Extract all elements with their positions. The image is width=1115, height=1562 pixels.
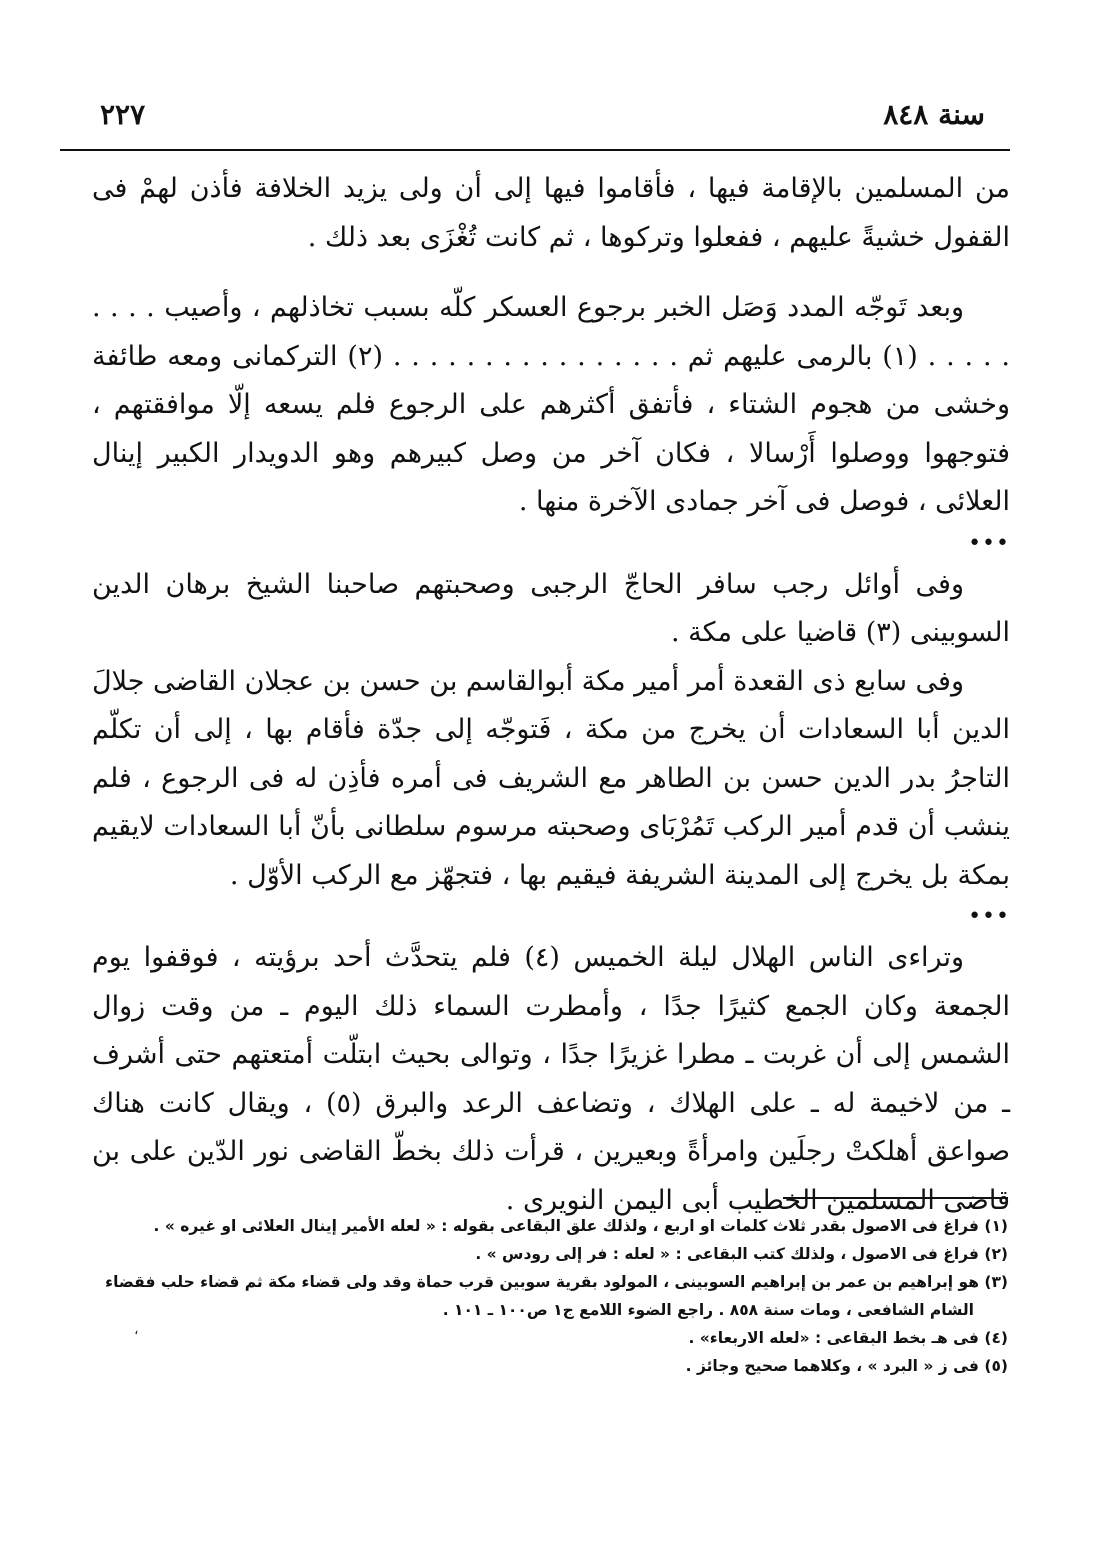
footnote-2: (٢) فراغ فى الاصول ، ولذلك كتب البقاعى : « لعله : فر إلى رودس » .	[475, 1245, 1008, 1263]
paragraph-4: وفى سابع ذى القعدة أمر أمير مكة أبوالقاسم بن حسن بن عجلان القاضى جلالَ الدين أبا السعادات أن يخرج من مكة ، فَتوجّه إلى جدّة فأقام بها ، إلى أن تكلّم التاجرُ بدر الدين حسن بن الطاهر مع الشريف فى أمره فأذِن له فى الرجوع ، فلم ينشب أن قدم أمير الركب تَمُرْبَاى وصحبته مرسوم سلطانى بأنّ أبا السعادات لايقيم بمكة بل يخرج إلى المدينة الشريفة فيقيم بها ، فتجهّز مع الركب الأوّل .	[92, 665, 1010, 891]
margin-mark: ،	[134, 1322, 139, 1338]
footnote-4: (٤) فى هـ بخط البقاعى : «لعله الاربعاء» .	[688, 1329, 1008, 1347]
paragraph-gap	[92, 262, 1010, 284]
page-number: ٢٢٧	[100, 98, 146, 131]
page-header	[60, 98, 1010, 148]
footnote-3: (٣) هو إبراهيم بن عمر بن إبراهيم السوبينى ، المولود بقرية سوبين قرب حماة وقد ولى قضاء مكة ثم قضاء حلب فقضاء	[105, 1273, 1008, 1291]
paragraph-5: وتراءى الناس الهلال ليلة الخميس (٤) فلم يتحدَّث أحد برؤيته ، فوقفوا يوم الجمعة وكان الجمع كثيرًا جدًا ، وأمطرت السماء ذلك اليوم ـ من وقت زوال الشمس إلى أن غربت ـ مطرا غزيرًا جدًا ، وتوالى بحيث ابتلّت أمتعتهم حتى أشرف ـ من لاخيمة له ـ على الهلاك ، وتضاعف الرعد والبرق (٥) ، ويقال كانت هناك صواعق أهلكتْ رجلَين وامرأةً وبعيرين ، قرأت ذلك بخطّ القاضى نور الدّين على بن قاضى المسلمين الخطيب أبى اليمن النويرى .	[92, 942, 1010, 1216]
footnote-5: (٥) فى ز « البرد » ، وكلاهما صحيح وجائز .	[685, 1357, 1008, 1375]
footnote-3-continued: الشام الشافعى ، ومات سنة ٨٥٨ . راجع الضوء اللامع ج١ ص١٠٠ ـ ١٠١ .	[442, 1301, 974, 1319]
running-title: سنة ٨٤٨	[883, 98, 985, 131]
footnotes	[100, 1212, 1008, 1380]
section-separator	[92, 529, 1010, 559]
paragraph-2: وبعد تَوجّه المدد وَصَل الخبر برجوع العسكر كلّه بسبب تخاذلهم ، وأصيب . . . . . . . . . (١) بالرمى عليهم ثم . . . . . . . . . . . . . . . . (٢) التركمانى ومعه طائفة وخشى من هجوم الشتاء ، فأتفق أكثرهم على الرجوع فلم يسعه إلّا موافقتهم ، فتوجهوا ووصلوا أَرْسالا ، فكان آخر من وصل كبيرهم وهو الدويدار الكبير إينال العلائى ، فوصل فى آخر جمادى الآخرة منها .	[92, 292, 1010, 517]
section-separator	[92, 902, 1010, 932]
separator-dots: •••	[968, 530, 1010, 556]
footnote-1: (١) فراغ فى الاصول بقدر ثلاث كلمات او اربع ، ولذلك علق البقاعى بقوله : « لعله الأمير إينال العلائى او غيره » .	[153, 1217, 1008, 1235]
paragraph-3: وفى أوائل رجب سافر الحاجّ الرجبى وصحبتهم صاحبنا الشيخ برهان الدين السوبينى (٣) قاضيا على مكة .	[92, 568, 1010, 648]
paragraph-1: من المسلمين بالإقامة فيها ، فأقاموا فيها إلى أن ولى يزيد الخلافة فأذن لهمْ فى القفول خشيةً عليهم ، ففعلوا وتركوها ، ثم كانت تُغْزَى بعد ذلك .	[92, 173, 1010, 253]
separator-dots: •••	[968, 904, 1010, 929]
main-text	[92, 165, 1010, 1225]
header-rule	[60, 149, 1010, 151]
footnote-rule	[783, 1197, 1008, 1199]
